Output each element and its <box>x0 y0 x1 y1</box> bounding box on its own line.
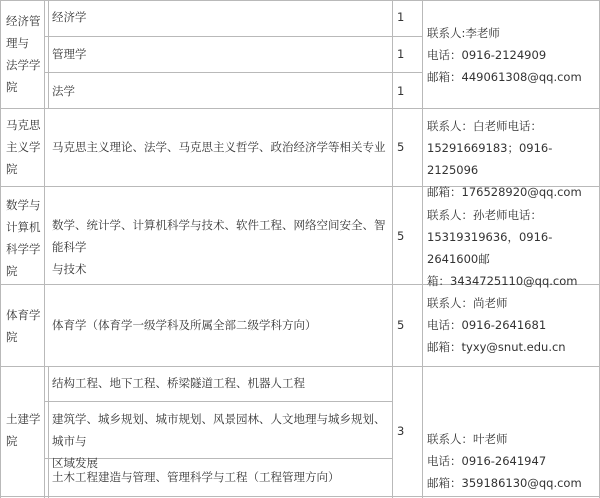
cell-inner-border <box>48 0 49 108</box>
majors-cell: 体育学（体育学一级学科及所属全部二级学科方向） <box>52 318 317 332</box>
row-divider <box>0 108 600 109</box>
college-name: 体育学 院 <box>6 308 41 344</box>
count-cell: 5 <box>397 318 405 332</box>
contact-cell: 联系人：叶老师 电话：0916-2641947 邮箱：359186130@qq.com <box>427 432 582 490</box>
count-cell: 1 <box>397 47 405 61</box>
subrow-divider <box>44 36 422 37</box>
subrow-divider <box>44 401 392 402</box>
count-cell: 3 <box>397 424 405 438</box>
majors-cell: 数学、统计学、计算机科学与技术、软件工程、网络空间安全、智能科学 与技术 <box>52 218 386 276</box>
count-cell: 1 <box>397 10 405 24</box>
contact-cell: 联系人：白老师电话： 15291669183；0916-2125096 邮箱：176528920@qq.com <box>427 119 582 199</box>
college-name: 马克思 主义学 院 <box>6 118 41 176</box>
count-cell: 5 <box>397 140 405 154</box>
table-border-left <box>0 0 1 498</box>
subrow-divider <box>44 72 422 73</box>
cell-inner-border <box>48 366 49 498</box>
college-name: 土建学 院 <box>6 412 41 448</box>
column-divider <box>44 0 45 498</box>
majors-cell: 管理学 <box>52 47 87 61</box>
contact-cell: 联系人：尚老师 电话：0916-2641681 邮箱：tyxy@snut.edu.cn <box>427 296 566 354</box>
college-name: 经济管 理与 法学学 院 <box>6 14 41 94</box>
majors-cell: 马克思主义理论、法学、马克思主义哲学、政治经济学等相关专业 <box>52 140 386 154</box>
column-divider <box>392 0 393 498</box>
majors-cell: 法学 <box>52 84 75 98</box>
count-cell: 5 <box>397 229 405 243</box>
majors-cell: 建筑学、城乡规划、城市规划、风景园林、人文地理与城乡规划、城市与 区域发展 <box>52 412 386 470</box>
row-divider <box>0 366 600 367</box>
table-border-bottom <box>0 496 600 497</box>
count-cell: 1 <box>397 84 405 98</box>
column-divider <box>422 0 423 498</box>
majors-cell: 土木工程建造与管理、管理科学与工程（工程管理方向） <box>52 470 340 484</box>
college-name: 数学与 计算机 科学学 院 <box>6 198 41 278</box>
majors-cell: 经济学 <box>52 10 87 24</box>
majors-cell: 结构工程、地下工程、桥梁隧道工程、机器人工程 <box>52 376 305 390</box>
contact-cell: 联系人：孙老师电话： 15319319636，0916-2641600邮 箱：3434725110@qq.com <box>427 208 578 288</box>
contact-cell: 联系人:李老师 电话：0916-2124909 邮箱：449061308@qq.com <box>427 26 582 84</box>
table-border-top <box>0 0 600 1</box>
